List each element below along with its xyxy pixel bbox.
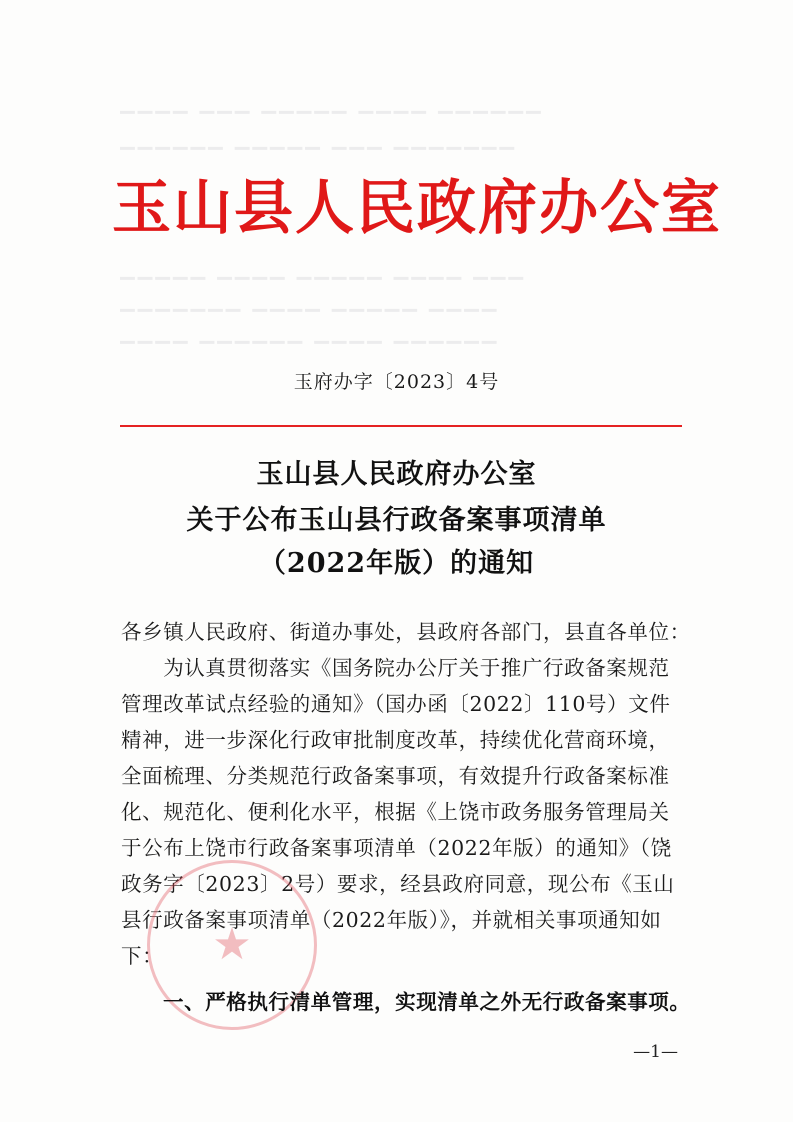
letterhead-title: 玉山县人民政府办公室 — [112, 173, 723, 242]
red-separator-rule — [120, 425, 682, 427]
body-text-line: 为认真贯彻落实《国务院办公厅关于推广行政备案规范 — [121, 656, 670, 680]
salutation: 各乡镇人民政府、街道办事处，县政府各部门，县直各单位： — [121, 620, 691, 644]
page-number: —1— — [633, 1042, 678, 1062]
notice-title-line-3: （2022年版）的通知 — [258, 548, 535, 579]
seal-star-icon: ★ — [212, 919, 252, 970]
body-text-line: 下： — [121, 944, 164, 968]
body-text-line: 精神，进一步深化行政审批制度改革，持续优化营商环境， — [121, 728, 670, 752]
section-heading-1: 一、严格执行清单管理，实现清单之外无行政备案事项。 — [163, 990, 691, 1014]
bleed-through-texture: ▁▁▁▁▁▁ ▁▁▁▁▁ ▁▁▁ ▁▁▁▁▁▁▁ — [120, 128, 517, 150]
bleed-through-texture: ▁▁▁▁ ▁▁▁▁▁▁ ▁▁▁▁ ▁▁▁▁▁▁ — [120, 322, 500, 344]
bleed-through-texture: ▁▁▁▁▁▁▁ ▁▁▁▁ ▁▁▁▁▁ ▁▁▁▁ — [120, 290, 500, 312]
body-text-line: 县行政备案事项清单（2022年版）》，并就相关事项通知如 — [121, 908, 662, 932]
body-text-line: 全面梳理、分类规范行政备案事项，有效提升行政备案标准 — [121, 764, 670, 788]
document-number: 玉府办字〔2023〕4号 — [293, 371, 500, 393]
bleed-through-texture: ▁▁▁▁ ▁▁▁ ▁▁▁▁▁ ▁▁▁▁ ▁▁▁▁▁▁ — [120, 92, 544, 114]
body-text-line: 于公布上饶市行政备案事项清单（2022年版）的通知》（饶 — [121, 836, 672, 860]
body-text-line: 政务字〔2023〕2号）要求，经县政府同意，现公布《玉山 — [121, 872, 675, 896]
bleed-through-texture: ▁▁▁▁▁ ▁▁▁▁ ▁▁▁▁▁ ▁▁▁▁ ▁▁▁ — [120, 258, 527, 280]
body-text-line: 管理改革试点经验的通知》（国办函〔2022〕110号）文件 — [121, 692, 671, 716]
body-text-line: 化、规范化、便利化水平，根据《上饶市政务服务管理局关 — [121, 800, 670, 824]
notice-title-line-2: 关于公布玉山县行政备案事项清单 — [186, 505, 607, 536]
notice-title-line-1: 玉山县人民政府办公室 — [256, 459, 537, 490]
